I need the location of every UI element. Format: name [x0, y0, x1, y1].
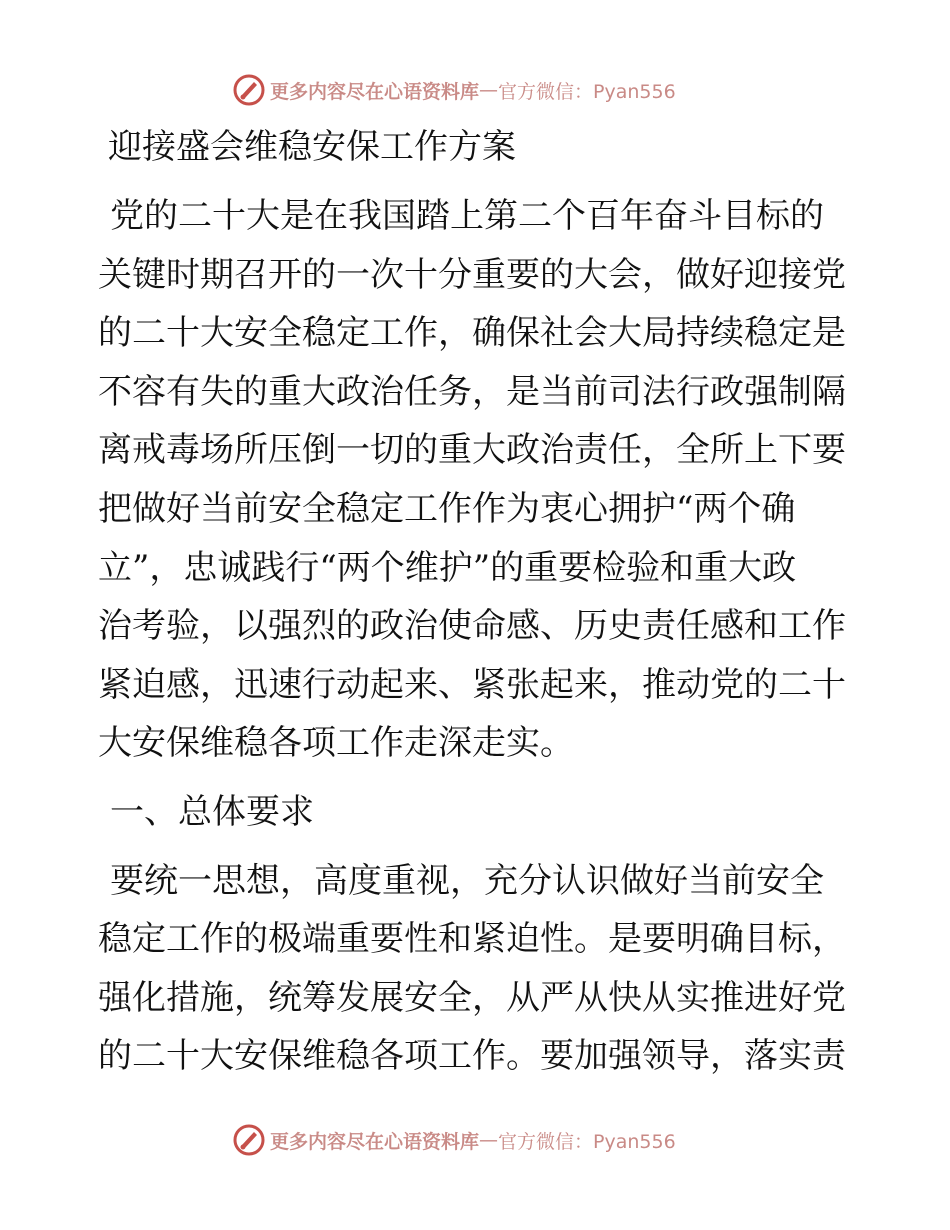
watermark-text: 更多内容尽在心语资料库 [270, 80, 480, 103]
watermark-dash: — [479, 79, 499, 101]
watermark-text: 更多内容尽在心语资料库 [270, 1130, 480, 1153]
text-line: 的二十大安保维稳各项工作。要加强领导，落实责 [98, 1036, 846, 1077]
section-heading: 一、总体要求 [110, 791, 314, 832]
paragraph-1 [98, 187, 858, 773]
text-line: 的二十大安全稳定工作，确保社会大局持续稳定是 [98, 313, 846, 354]
text-line: 把做好当前安全稳定工作作为衷心拥护“两个确 [98, 488, 796, 529]
text-line: 治考验，以强烈的政治使命感、历史责任感和工作 [98, 606, 846, 647]
text-line: 要统一思想，高度重视，充分认识做好当前安全 [110, 860, 824, 901]
watermark-suffix: 官方微信：Pyan556 [498, 1130, 676, 1153]
text-line: 紧迫感，迅速行动起来、紧张起来，推动党的二十 [98, 664, 846, 705]
text-line: 不容有失的重大政治任务，是当前司法行政强制隔 [98, 371, 846, 412]
watermark-suffix: 官方微信：Pyan556 [498, 80, 676, 103]
text-line: 强化措施，统筹发展安全，从严从快从实推进好党 [98, 977, 846, 1018]
text-line: 稳定工作的极端重要性和紧迫性。是要明确目标， [98, 919, 846, 960]
document-title: 迎接盛会维稳安保工作方案 [108, 127, 516, 167]
text-line: 离戒毒场所压倒一切的重大政治责任，全所上下要 [98, 430, 846, 471]
footer-watermark [232, 1120, 752, 1160]
text-line: 关键时期召开的一次十分重要的大会，做好迎接党 [98, 254, 846, 295]
header-watermark [232, 70, 752, 110]
logo-icon [232, 73, 266, 107]
watermark-dash: — [479, 1129, 499, 1151]
text-line: 立”，忠诚践行“两个维护”的重要检验和重大政 [98, 547, 797, 588]
text-line: 大安保维稳各项工作走深走实。 [98, 723, 574, 764]
paragraph-2 [98, 852, 858, 1086]
text-line: 党的二十大是在我国踏上第二个百年奋斗目标的 [110, 196, 824, 236]
document-body [98, 120, 858, 1086]
logo-icon [232, 1123, 266, 1157]
